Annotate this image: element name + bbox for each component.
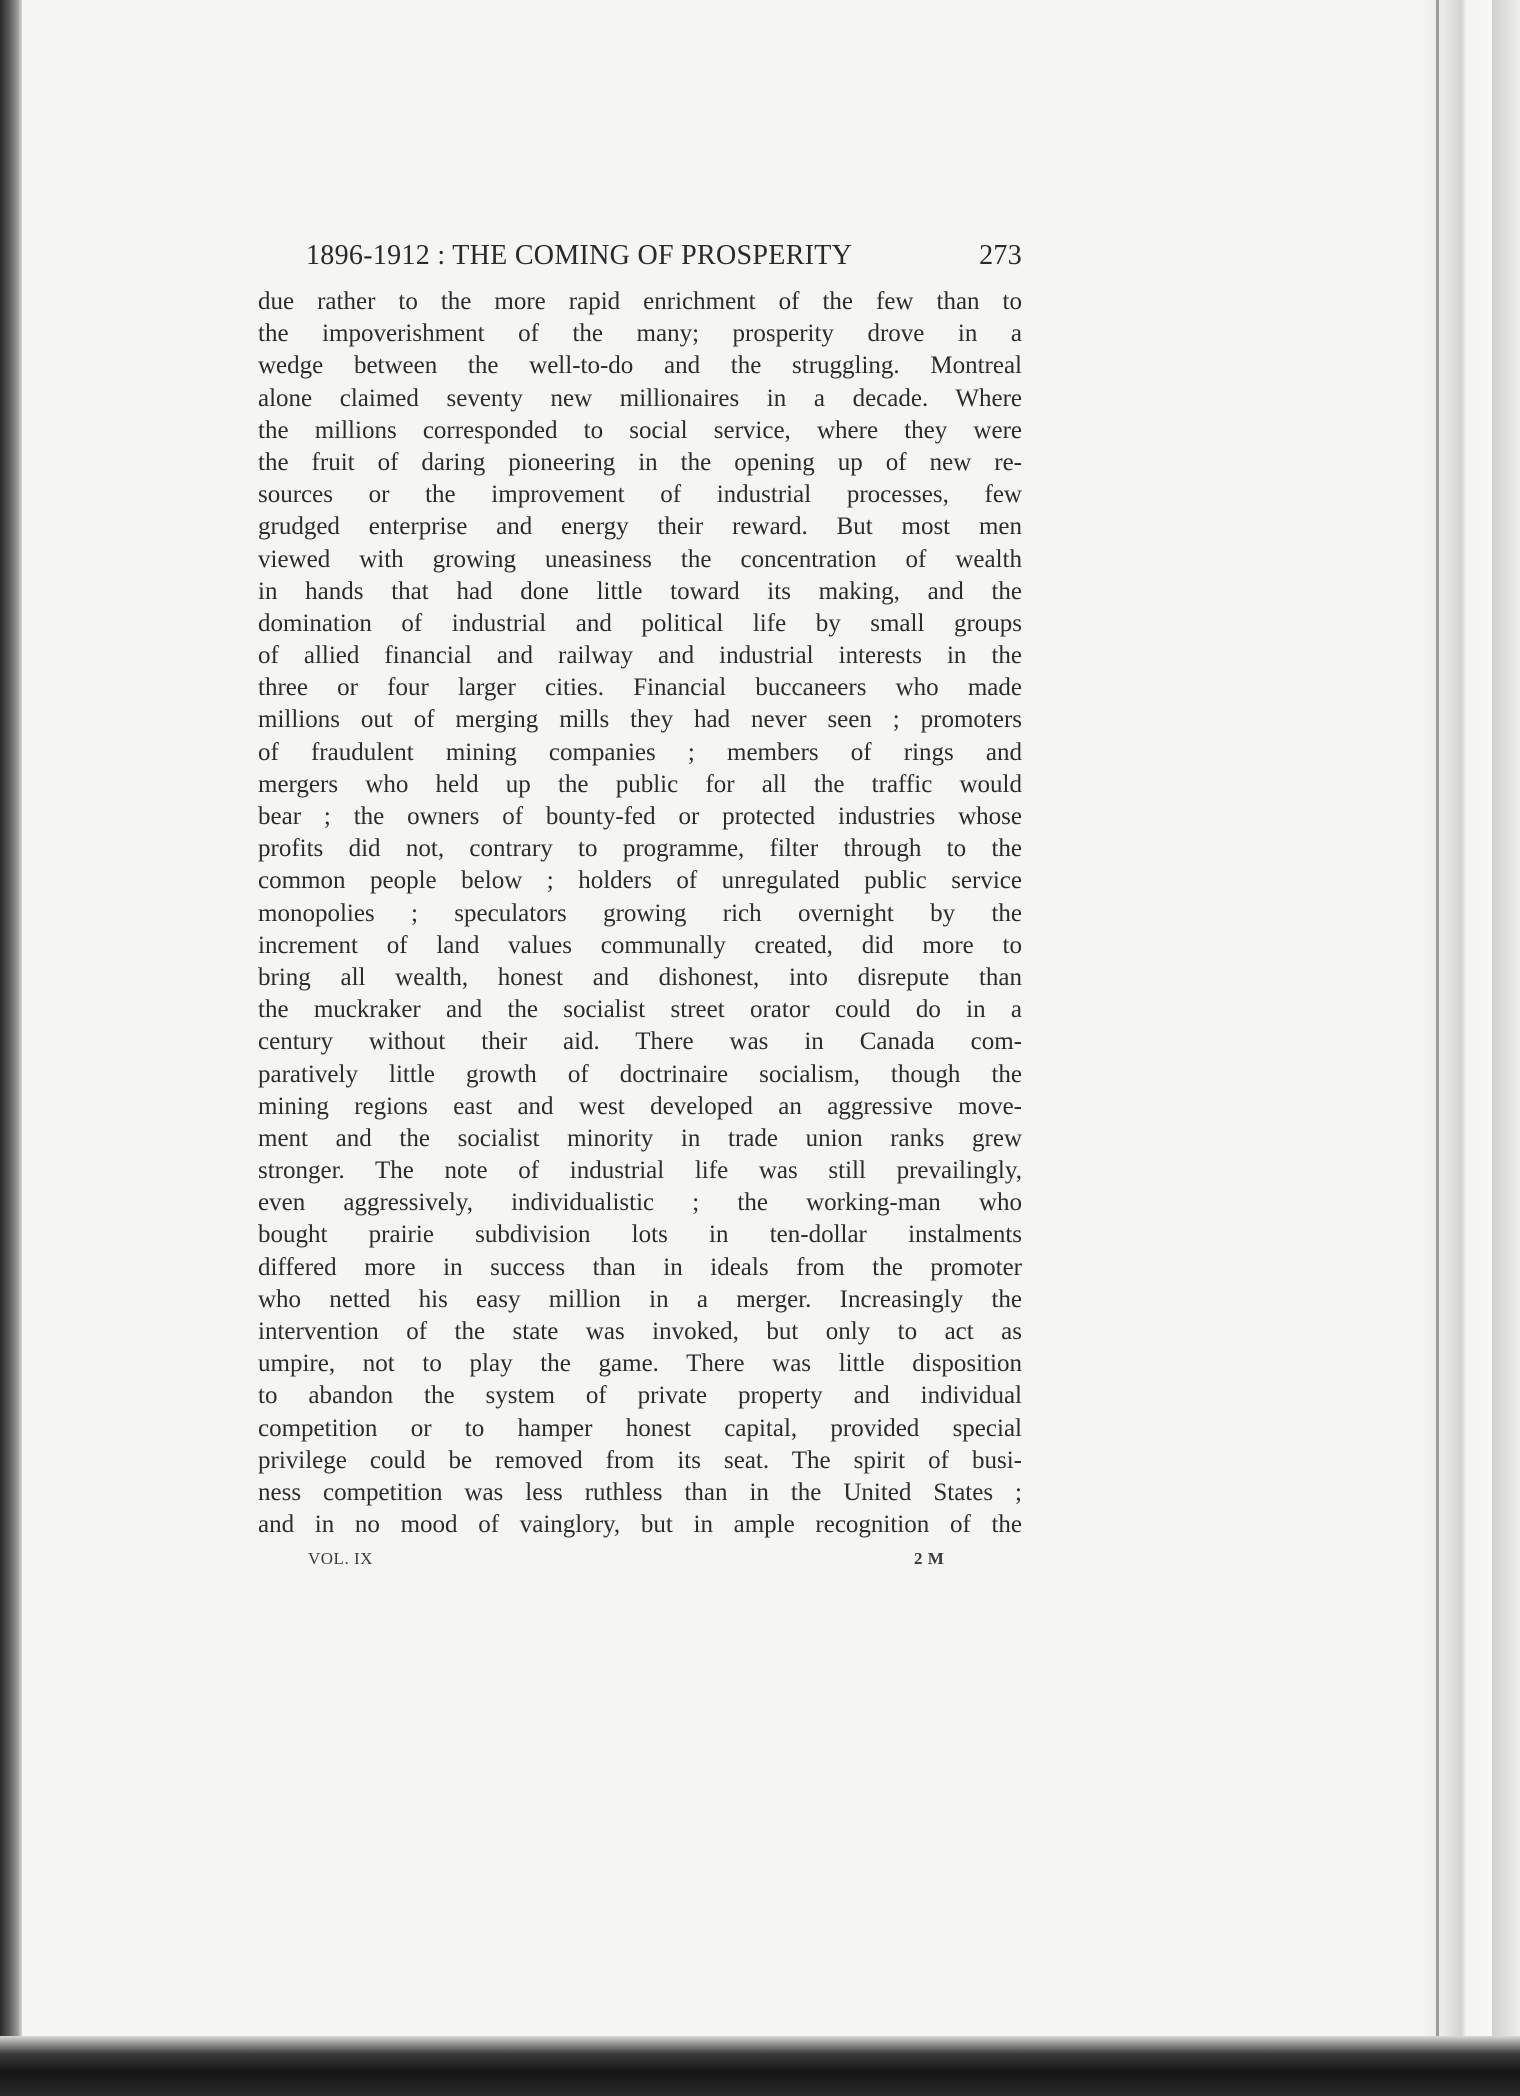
running-head <box>258 240 1022 286</box>
text-line: monopolies ; speculators growing rich overnight by the <box>258 899 1022 927</box>
page-fold-line <box>1436 0 1439 2050</box>
text-line: mining regions east and west developed an aggressive move- <box>258 1092 1022 1120</box>
text-line: of fraudulent mining companies ; members of rings and <box>258 738 1022 766</box>
text-line: century without their aid. There was in Canada com- <box>258 1028 1022 1056</box>
chapter-title: 1896-1912 : THE COMING OF PROSPERITY <box>306 240 853 271</box>
text-line: ment and the socialist minority in trade union ranks grew <box>258 1124 1022 1152</box>
page-number: 273 <box>979 240 1022 271</box>
text-line: in hands that had done little toward its making, and the <box>258 577 1022 605</box>
text-line: bought prairie subdivision lots in ten-dollar instalments <box>258 1221 1022 1249</box>
text-line: profits did not, contrary to programme, filter through to the <box>258 835 1022 863</box>
text-line: grudged enterprise and energy their reward. But most men <box>258 513 1022 541</box>
page-footer <box>258 1549 1022 1579</box>
volume-label: VOL. IX <box>308 1549 373 1569</box>
text-line: viewed with growing uneasiness the concentration of wealth <box>258 545 1022 573</box>
text-block <box>258 240 1022 1579</box>
text-line: bring all wealth, honest and dishonest, into disrepute than <box>258 963 1022 991</box>
book-spine-edge <box>0 0 22 2096</box>
text-line: to abandon the system of private property and individual <box>258 1382 1022 1410</box>
text-line: three or four larger cities. Financial buccaneers who made <box>258 674 1022 702</box>
right-scan-margin <box>1492 0 1520 2096</box>
text-line: and in no mood of vainglory, but in ample recognition of the <box>258 1511 1022 1539</box>
text-line: the fruit of daring pioneering in the opening up of new re- <box>258 448 1022 476</box>
text-line: privilege could be removed from its seat. The spirit of busi- <box>258 1446 1022 1474</box>
text-line: domination of industrial and political life by small groups <box>258 609 1022 637</box>
text-line: increment of land values communally created, did more to <box>258 931 1022 959</box>
text-line: differed more in success than in ideals from the promoter <box>258 1253 1022 1281</box>
text-line: ness competition was less ruthless than in the United States ; <box>258 1478 1022 1506</box>
text-line: millions out of merging mills they had never seen ; promoters <box>258 706 1022 734</box>
text-line: wedge between the well-to-do and the struggling. Montreal <box>258 352 1022 380</box>
text-line: paratively little growth of doctrinaire socialism, though the <box>258 1060 1022 1088</box>
page-fore-edge <box>1424 0 1492 2050</box>
text-line: intervention of the state was invoked, but only to act as <box>258 1318 1022 1345</box>
text-line: alone claimed seventy new millionaires in a decade. Where <box>258 384 1022 412</box>
text-line: of allied financial and railway and industrial interests in the <box>258 642 1022 670</box>
text-line: umpire, not to play the game. There was little disposition <box>258 1350 1022 1378</box>
text-line: the muckraker and the socialist street orator could do in a <box>258 996 1022 1024</box>
text-line: competition or to hamper honest capital, provided special <box>258 1414 1022 1442</box>
text-line: stronger. The note of industrial life was still prevailingly, <box>258 1157 1022 1185</box>
text-line: bear ; the owners of bounty-fed or protected industries whose <box>258 803 1022 830</box>
text-line: common people below ; holders of unregulated public service <box>258 867 1022 895</box>
text-line: mergers who held up the public for all the traffic would <box>258 770 1022 798</box>
text-line: who netted his easy million in a merger. Increasingly the <box>258 1285 1022 1313</box>
signature-mark: 2 M <box>914 1549 945 1569</box>
body-text <box>258 286 1022 1541</box>
text-line: sources or the improvement of industrial processes, few <box>258 481 1022 509</box>
text-line: the millions corresponded to social service, where they were <box>258 416 1022 444</box>
text-line: the impoverishment of the many; prosperity drove in a <box>258 320 1022 348</box>
text-line: even aggressively, individualistic ; the working-man who <box>258 1189 1022 1217</box>
bottom-scan-edge <box>0 2036 1520 2096</box>
text-line: due rather to the more rapid enrichment of the few than to <box>258 288 1022 315</box>
